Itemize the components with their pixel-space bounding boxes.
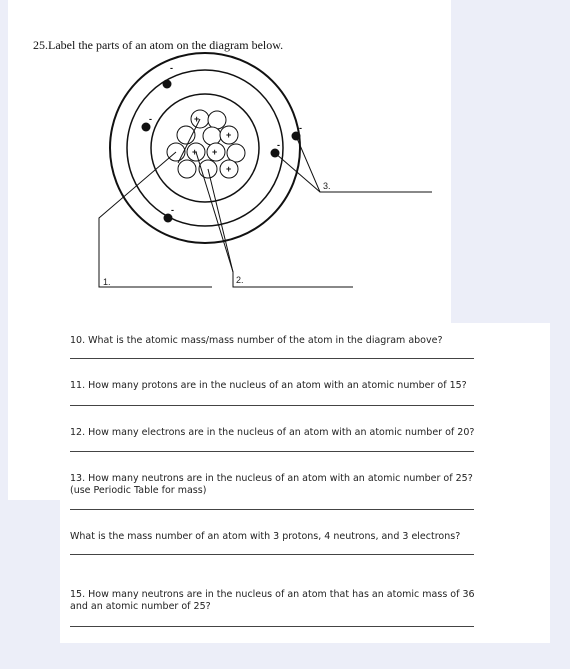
electron-sign: - [299,123,302,133]
proton-sign: + [194,114,200,124]
question-13-note: (use Periodic Table for mass) [70,485,207,496]
leader-line-2 [208,169,353,287]
proton-sign: + [226,130,232,140]
leader-line-3b [275,153,320,192]
question-15-cont: and an atomic number of 25? [70,601,211,612]
answer-line-14 [70,554,474,555]
question-15: 15. How many neutrons are in the nucleus of an atom that has an atomic mass of 36 [70,589,475,600]
question-25-heading: 25.Label the parts of an atom on the diagram below. [33,38,284,52]
question-13: 13. How many neutrons are in the nucleus of an atom with an atomic number of 25? [70,473,473,484]
question-12: 12. How many electrons are in the nucleus of an atom with an atomic number of 20? [70,427,475,438]
nucleon [208,111,226,129]
electron-sign: - [149,114,152,124]
proton-sign: + [212,147,218,157]
leader-line-3 [296,136,432,192]
proton-sign: + [226,164,232,174]
answer-line-13 [70,509,474,510]
label-3: 3. [323,181,331,191]
question-14: What is the mass number of an atom with 3 protons, 4 neutrons, and 3 electrons? [70,531,461,542]
electron-sign: - [170,63,173,73]
question-11: 11. How many protons are in the nucleus of an atom with an atomic number of 15? [70,380,467,391]
nucleus [167,110,245,178]
electron-sign: - [277,140,280,150]
answer-line-10 [70,358,474,359]
label-1: 1. [103,277,111,287]
answer-line-12 [70,451,474,452]
electron-sign: - [171,205,174,215]
proton-sign: + [192,147,198,157]
outer-orbit [110,53,300,243]
label-2: 2. [236,275,244,285]
nucleon [203,127,221,145]
answer-line-15 [70,626,474,627]
nucleon [178,160,196,178]
nucleon [227,144,245,162]
question-10: 10. What is the atomic mass/mass number of the atom in the diagram above? [70,335,443,346]
answer-line-11 [70,405,474,406]
electron [163,80,172,89]
